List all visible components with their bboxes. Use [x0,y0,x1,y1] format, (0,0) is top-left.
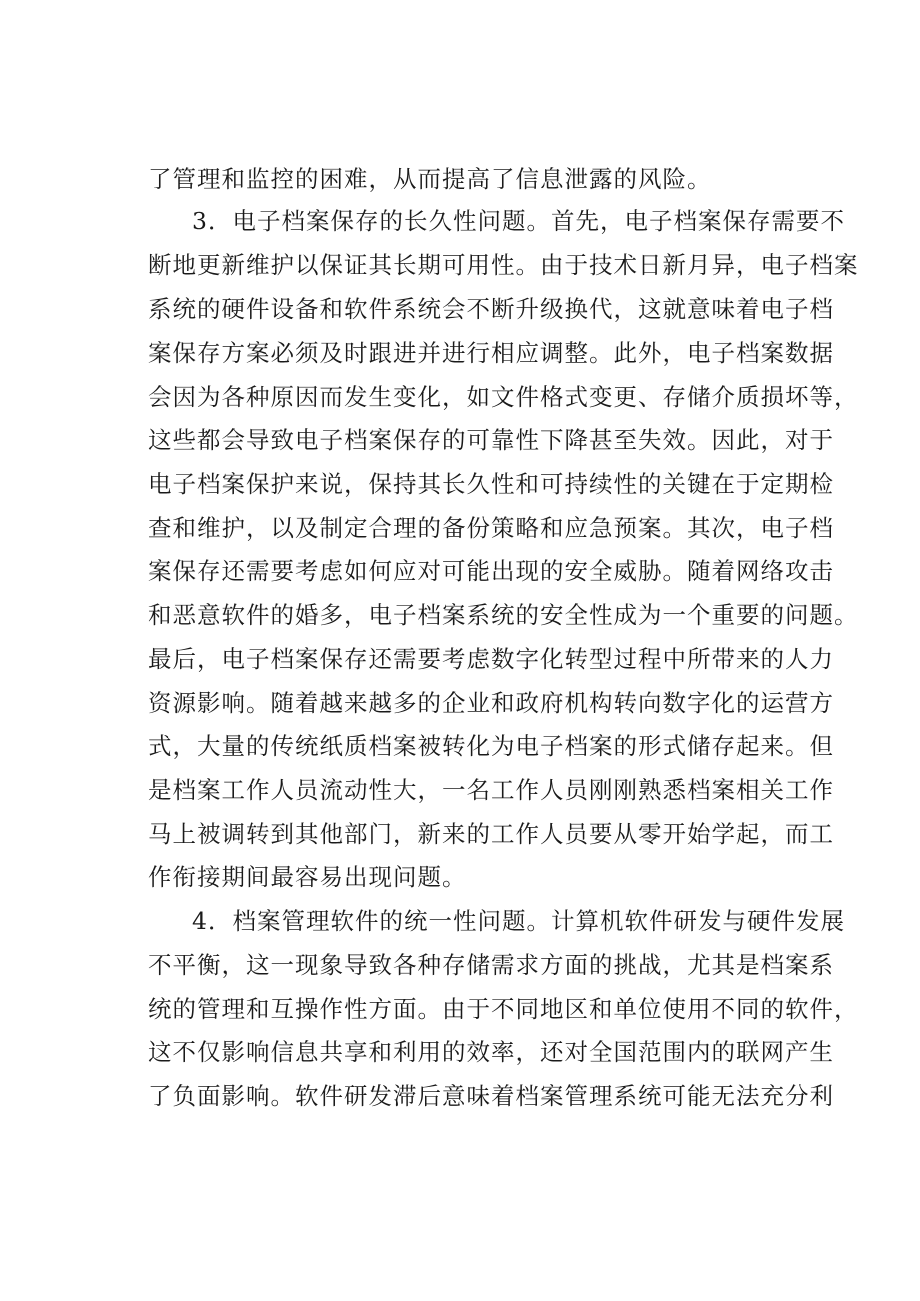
text-line: 资源影响。随着越来越多的企业和政府机构转向数字化的运营方 [148,689,834,717]
text-line: 是档案工作人员流动性大，一名工作人员刚刚熟悉档案相关工作 [148,776,834,804]
text-line: 不平衡，这一现象导致各种存储需求方面的挑战，尤其是档案系 [148,951,834,979]
text-line: 4．档案管理软件的统一性问题。计算机软件研发与硬件发展 [192,907,845,935]
text-line: 系统的硬件设备和软件系统会不断升级换代，这就意味着电子档 [148,295,834,323]
text-line: 这些都会导致电子档案保存的可靠性下降甚至失效。因此，对于 [148,426,834,454]
text-line: 这不仅影响信息共享和利用的效率，还对全国范围内的联网产生 [148,1038,834,1066]
text-line: 了负面影响。软件研发滞后意味着档案管理系统可能无法充分利 [148,1082,834,1110]
text-line: 查和维护，以及制定合理的备份策略和应急预案。其次，电子档 [148,514,834,542]
text-line: 统的管理和互操作性方面。由于不同地区和单位使用不同的软件， [148,995,859,1023]
text-line: 电子档案保护来说，保持其长久性和可持续性的关键在于定期检 [148,470,834,498]
text-line: 会因为各种原因而发生变化，如文件格式变更、存储介质损坏等， [148,383,859,411]
text-line: 断地更新维护以保证其长期可用性。由于技术日新月异，电子档案 [148,251,859,279]
text-line: 式，大量的传统纸质档案被转化为电子档案的形式储存起来。但 [148,732,834,760]
text-line: 了管理和监控的困难，从而提高了信息泄露的风险。 [148,165,712,193]
text-line: 作衔接期间最容易出现问题。 [148,863,467,891]
text-line: 最后，电子档案保存还需要考虑数字化转型过程中所带来的人力 [148,645,834,673]
text-line: 和恶意软件的婚多，电子档案系统的安全性成为一个重要的问题。 [148,601,859,629]
text-line: 案保存还需要考虑如何应对可能出现的安全威胁。随着网络攻击 [148,557,834,585]
text-line: 3．电子档案保存的长久性问题。首先，电子档案保存需要不 [192,207,845,235]
text-line: 案保存方案必须及时跟进并进行相应调整。此外，电子档案数据 [148,339,834,367]
text-line: 马上被调转到其他部门，新来的工作人员要从零开始学起，而工 [148,820,834,848]
